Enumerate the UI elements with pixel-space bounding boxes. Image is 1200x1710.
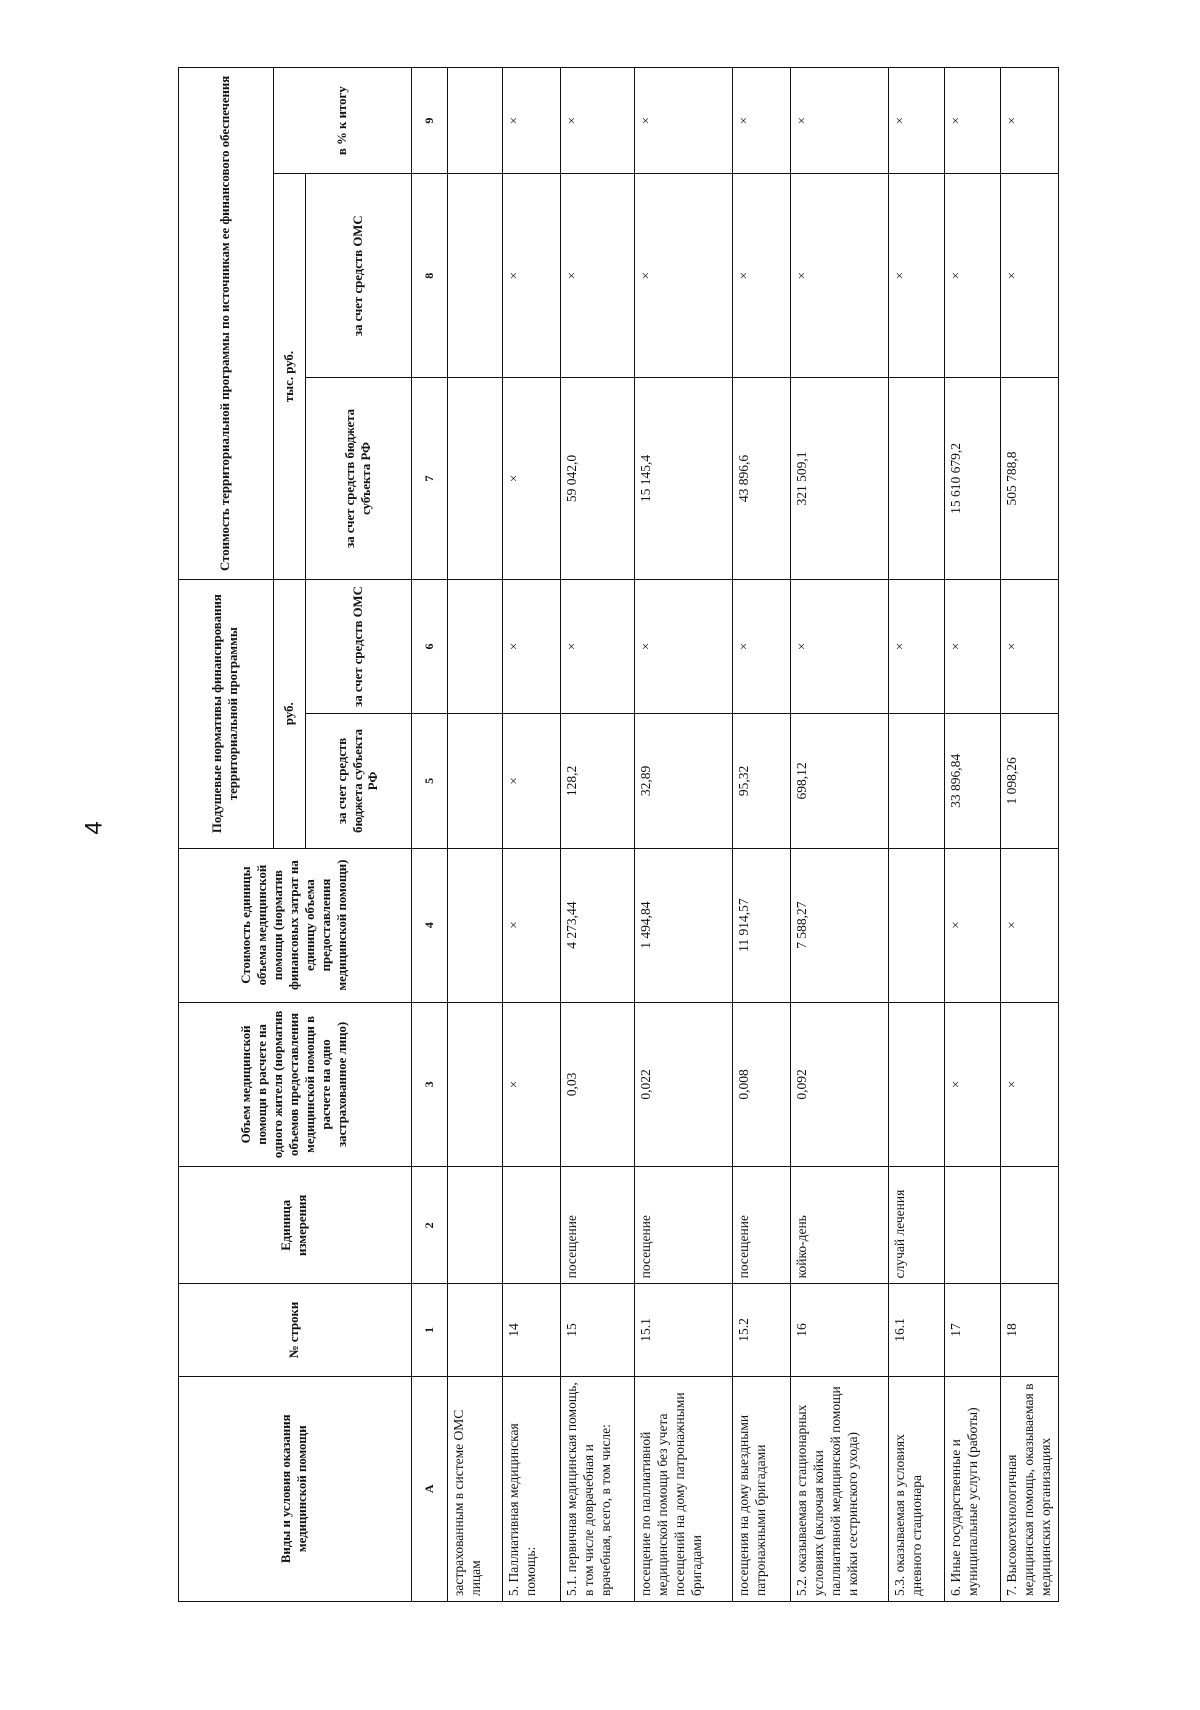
row-percent: × <box>503 68 561 174</box>
header-unit: Единица измерения <box>179 1167 412 1284</box>
row-volume <box>889 1002 945 1167</box>
row-cost <box>889 848 945 1002</box>
table-row <box>945 68 1001 1602</box>
row-unit: посещение <box>635 1167 733 1284</box>
row-number: 15.1 <box>635 1284 733 1376</box>
row-volume: 0,008 <box>733 1002 791 1167</box>
row-pc-oms: × <box>733 579 791 713</box>
row-number: 16 <box>791 1284 889 1376</box>
column-number: 3 <box>412 1002 448 1167</box>
row-percent: × <box>1001 68 1059 174</box>
row-percent: × <box>889 68 945 174</box>
row-pc-oms: × <box>791 579 889 713</box>
row-total-budget: 15 145,4 <box>635 378 733 580</box>
column-number: A <box>412 1376 448 1601</box>
row-name: 5.2. оказываемая в стационарных условиях (включая койки паллиативной медицинской помощи и койки сестринского ухода) <box>791 1376 889 1601</box>
row-total-oms: × <box>635 174 733 378</box>
header-volume: Объем медицинской помощи в расчете на одного жителя (норматив объемов предоставления медицинской помощи в расчете на одно застрахованное лицо) <box>179 1002 412 1167</box>
rotated-table-wrapper <box>178 67 1053 1602</box>
row-pc-budget: 1 098,26 <box>1001 714 1059 848</box>
row-cost: 4 273,44 <box>561 848 635 1002</box>
column-number: 8 <box>412 174 448 378</box>
row-cost: 11 914,57 <box>733 848 791 1002</box>
row-percent <box>448 68 503 174</box>
row-name: 6. Иные государственные и муниципальные услуги (работы) <box>945 1376 1001 1601</box>
row-total-budget: 505 788,8 <box>1001 378 1059 580</box>
header-pc-oms: за счет средств ОМС <box>306 579 412 713</box>
row-total-oms: × <box>889 174 945 378</box>
row-total-budget: 43 896,6 <box>733 378 791 580</box>
row-pc-budget: 95,32 <box>733 714 791 848</box>
row-total-budget: × <box>503 378 561 580</box>
row-cost: × <box>1001 848 1059 1002</box>
row-cost: × <box>945 848 1001 1002</box>
row-number: 16.1 <box>889 1284 945 1376</box>
header-total-oms: за счет средств ОМС <box>306 174 412 378</box>
row-pc-oms: × <box>635 579 733 713</box>
row-pc-oms: × <box>945 579 1001 713</box>
header-row-no: № строки <box>179 1284 412 1376</box>
column-number: 5 <box>412 714 448 848</box>
table-row <box>889 68 945 1602</box>
row-total-budget <box>448 378 503 580</box>
column-number: 6 <box>412 579 448 713</box>
row-cost <box>448 848 503 1002</box>
header-pc-budget: за счет средств бюджета субъекта РФ <box>306 714 412 848</box>
table-row <box>561 68 635 1602</box>
table-row <box>448 68 503 1602</box>
row-number: 14 <box>503 1284 561 1376</box>
header-total-budget: за счет средств бюджета субъекта РФ <box>306 378 412 580</box>
row-unit <box>1001 1167 1059 1284</box>
row-total-budget <box>889 378 945 580</box>
row-name: 5.1. первичная медицинская помощь, в том числе доврачебная и врачебная, всего, в том числе: <box>561 1376 635 1601</box>
row-percent: × <box>561 68 635 174</box>
row-pc-budget: 128,2 <box>561 714 635 848</box>
row-pc-budget: 698,12 <box>791 714 889 848</box>
header-per-capita: Подушевые нормативы финансирования территориальной программы <box>179 579 274 848</box>
row-pc-budget: 32,89 <box>635 714 733 848</box>
row-number: 17 <box>945 1284 1001 1376</box>
row-name: 5.3. оказываемая в условиях дневного стационара <box>889 1376 945 1601</box>
row-number <box>448 1284 503 1376</box>
row-unit <box>448 1167 503 1284</box>
column-number: 1 <box>412 1284 448 1376</box>
row-unit: койко-день <box>791 1167 889 1284</box>
row-pc-oms: × <box>561 579 635 713</box>
column-numbers-row <box>412 68 448 1602</box>
row-volume <box>448 1002 503 1167</box>
header-cost-unit: Стоимость единицы объема медицинской помощи (норматив финансовых затрат на единицу объема предоставления медицинской помощи) <box>179 848 412 1002</box>
row-pc-budget <box>448 714 503 848</box>
row-total-oms <box>448 174 503 378</box>
row-pc-oms <box>448 579 503 713</box>
row-unit: случай лечения <box>889 1167 945 1284</box>
column-number: 2 <box>412 1167 448 1284</box>
column-number: 7 <box>412 378 448 580</box>
row-unit: посещение <box>561 1167 635 1284</box>
column-number: 4 <box>412 848 448 1002</box>
row-unit: посещение <box>733 1167 791 1284</box>
page-number: 4 <box>80 821 108 835</box>
table-row <box>791 68 889 1602</box>
row-total-oms: × <box>791 174 889 378</box>
row-cost: 1 494,84 <box>635 848 733 1002</box>
row-total-oms: × <box>1001 174 1059 378</box>
row-volume: 0,022 <box>635 1002 733 1167</box>
row-total-budget: 15 610 679,2 <box>945 378 1001 580</box>
row-total-oms: × <box>945 174 1001 378</box>
row-volume: × <box>945 1002 1001 1167</box>
table-row <box>733 68 791 1602</box>
row-volume: × <box>503 1002 561 1167</box>
row-number: 18 <box>1001 1284 1059 1376</box>
header-per-capita-unit: руб. <box>274 579 306 848</box>
row-pc-oms: × <box>503 579 561 713</box>
table-row <box>503 68 561 1602</box>
header-percent-total: в % к итогу <box>274 68 412 174</box>
column-number: 9 <box>412 68 448 174</box>
row-cost: 7 588,27 <box>791 848 889 1002</box>
row-pc-budget <box>889 714 945 848</box>
row-name: 5. Паллиативная медицинская помощь: <box>503 1376 561 1601</box>
row-unit <box>945 1167 1001 1284</box>
table-row <box>1001 68 1059 1602</box>
row-pc-oms: × <box>889 579 945 713</box>
row-name: посещение по паллиативной медицинской помощи без учета посещений на дому патронажными бригадами <box>635 1376 733 1601</box>
row-percent: × <box>945 68 1001 174</box>
row-volume: × <box>1001 1002 1059 1167</box>
table-row <box>635 68 733 1602</box>
row-name: 7. Высокотехнологичная медицинская помощь, оказываемая в медицинских организациях <box>1001 1376 1059 1601</box>
row-name: посещения на дому выездными патронажными бригадами <box>733 1376 791 1601</box>
header-cost-total: Стоимость территориальной программы по источникам ее финансового обеспечения <box>179 68 274 580</box>
row-total-oms: × <box>561 174 635 378</box>
row-percent: × <box>791 68 889 174</box>
row-pc-budget: 33 896,84 <box>945 714 1001 848</box>
row-pc-oms: × <box>1001 579 1059 713</box>
row-total-oms: × <box>503 174 561 378</box>
row-total-budget: 59 042,0 <box>561 378 635 580</box>
row-cost: × <box>503 848 561 1002</box>
row-percent: × <box>733 68 791 174</box>
row-volume: 0,092 <box>791 1002 889 1167</box>
table-body <box>448 68 1059 1602</box>
row-total-budget: 321 509,1 <box>791 378 889 580</box>
row-number: 15 <box>561 1284 635 1376</box>
row-percent: × <box>635 68 733 174</box>
row-unit <box>503 1167 561 1284</box>
header-thousand-rub: тыс. руб. <box>274 174 306 579</box>
row-total-oms: × <box>733 174 791 378</box>
header-kind: Виды и условия оказания медицинской помощи <box>179 1376 412 1601</box>
row-pc-budget: × <box>503 714 561 848</box>
row-name: застрахованным в системе ОМС лицам <box>448 1376 503 1601</box>
financing-table <box>178 67 1059 1602</box>
row-volume: 0,03 <box>561 1002 635 1167</box>
row-number: 15.2 <box>733 1284 791 1376</box>
